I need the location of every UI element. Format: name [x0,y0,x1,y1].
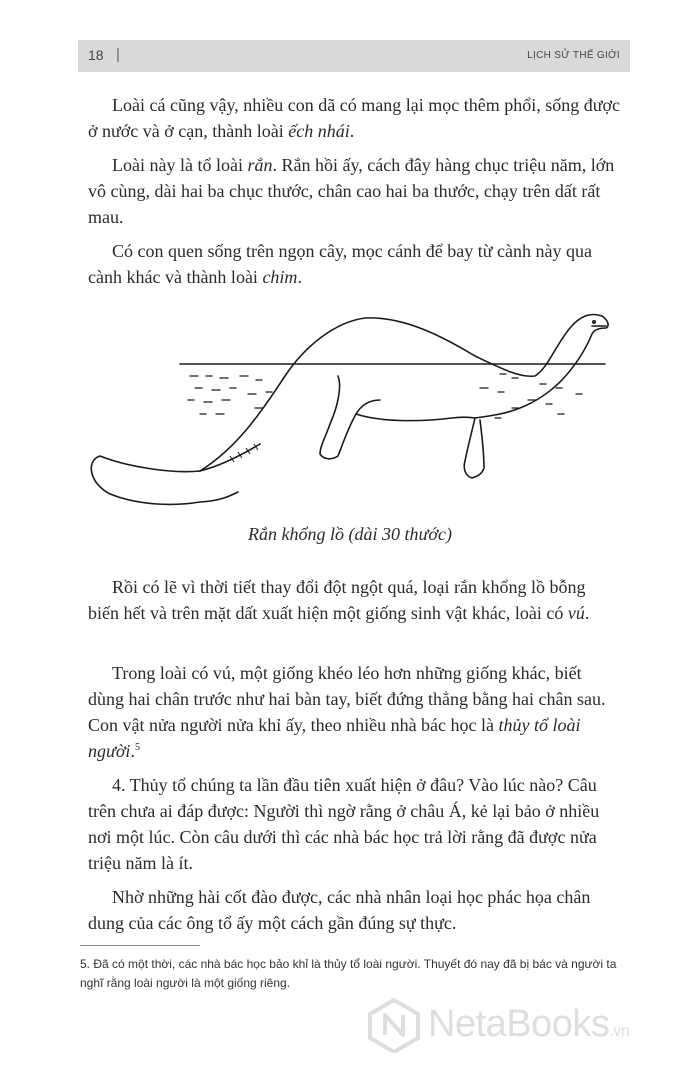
footnote-reference[interactable]: 5 [134,742,140,753]
paragraph-4 [88,574,620,626]
paragraph-text: Rồi có lẽ vì thời tiết thay đổi đột ngột quá, loại rắn khổng lồ bỗng biến hết và trên mặt dất xuất hiện một giống sinh vật khác, loài có [88,577,586,623]
giant-dinosaur-illustration [80,296,620,516]
paragraph-text: Loài cá cũng vậy, nhiều con dã có mang lại mọc thêm phổi, sống được ở nước và ở cạn, thành loài [88,95,620,141]
front-leg [464,418,484,478]
book-title: LỊCH SỬ THẾ GIỚI [527,50,620,61]
paragraph-text: . [584,603,590,623]
paragraph-text: Nhờ những hài cốt đào được, các nhà nhân loại học phác họa chân dung của các ông tổ ấy một cách gần đúng sự thực. [88,887,591,933]
watermark-brand: NetaBooks [428,1003,610,1045]
paragraph-text: Trong loài có vú, một giống khéo léo hơn những giống khác, biết dùng hai chân trước như hai bàn tay, biết đứng thẳng bằng hai chân sau. Con vật nửa người nửa khỉ ấy, theo nhiều nhà bác học là [88,663,606,735]
emphasis-term: chim [262,267,298,287]
paragraph-text: 4. Thủy tổ chúng ta lần đầu tiên xuất hiện ở đâu? Vào lúc nào? Câu trên chưa ai đáp được: Người thì ngờ rằng ở châu Á, kẻ lại bảo ở nhiều nơi một lúc. Còn câu dưới thì các nhà bác học trả lời rằng đã được nửa triệu năm là ít. [88,775,600,873]
dinosaur-body-outline [200,315,608,472]
watermark [360,995,690,1055]
watermark-suffix: .vn [609,1023,630,1040]
paragraph-text: Có con quen sống trên ngọn cây, mọc cánh để bay từ cành này qua cành khác và thành loài [88,241,592,287]
page-header [78,40,630,72]
emphasis-term: ếch nhái [288,121,350,141]
emphasis-term: vú [567,603,585,623]
paragraph-text: . Rắn hồi ấy, cách đây hàng chục triệu năm, lớn vô cùng, dài hai ba chục thước, chân cao hai ba thước, chạy trên dất rất mau. [88,155,615,227]
emphasis-term: rắn [247,155,273,175]
paragraph-5 [88,660,620,764]
dinosaur-tail [91,456,238,504]
figure-caption: Rắn khổng lồ (dài 30 thước) [248,524,452,544]
eye [593,321,595,323]
netabooks-logo-icon [366,997,422,1053]
footnote-divider [80,945,200,946]
watermark-text [428,1003,629,1046]
paragraph-7 [88,884,620,936]
header-separator: | [116,46,120,63]
paragraph-6 [88,772,620,876]
paragraph-1 [88,92,620,144]
water-ripples [188,374,582,418]
paragraph-text: . [349,121,355,141]
paragraph-text: . [130,741,135,761]
page-number: 18 [88,47,104,63]
footnote: 5. Đã có một thời, các nhà bác học bảo khỉ là thủy tổ loài người. Thuyết đó nay đã bị bác và người ta nghĩ rằng loài người là một giống riêng. [80,957,617,990]
paragraph-3 [88,238,620,290]
paragraph-2 [88,152,620,230]
emphasis-term: thủy tổ loài người [88,715,581,761]
paragraph-text: Loài này là tổ loài [112,155,248,175]
belly [356,414,475,421]
paragraph-text: . [297,267,302,287]
